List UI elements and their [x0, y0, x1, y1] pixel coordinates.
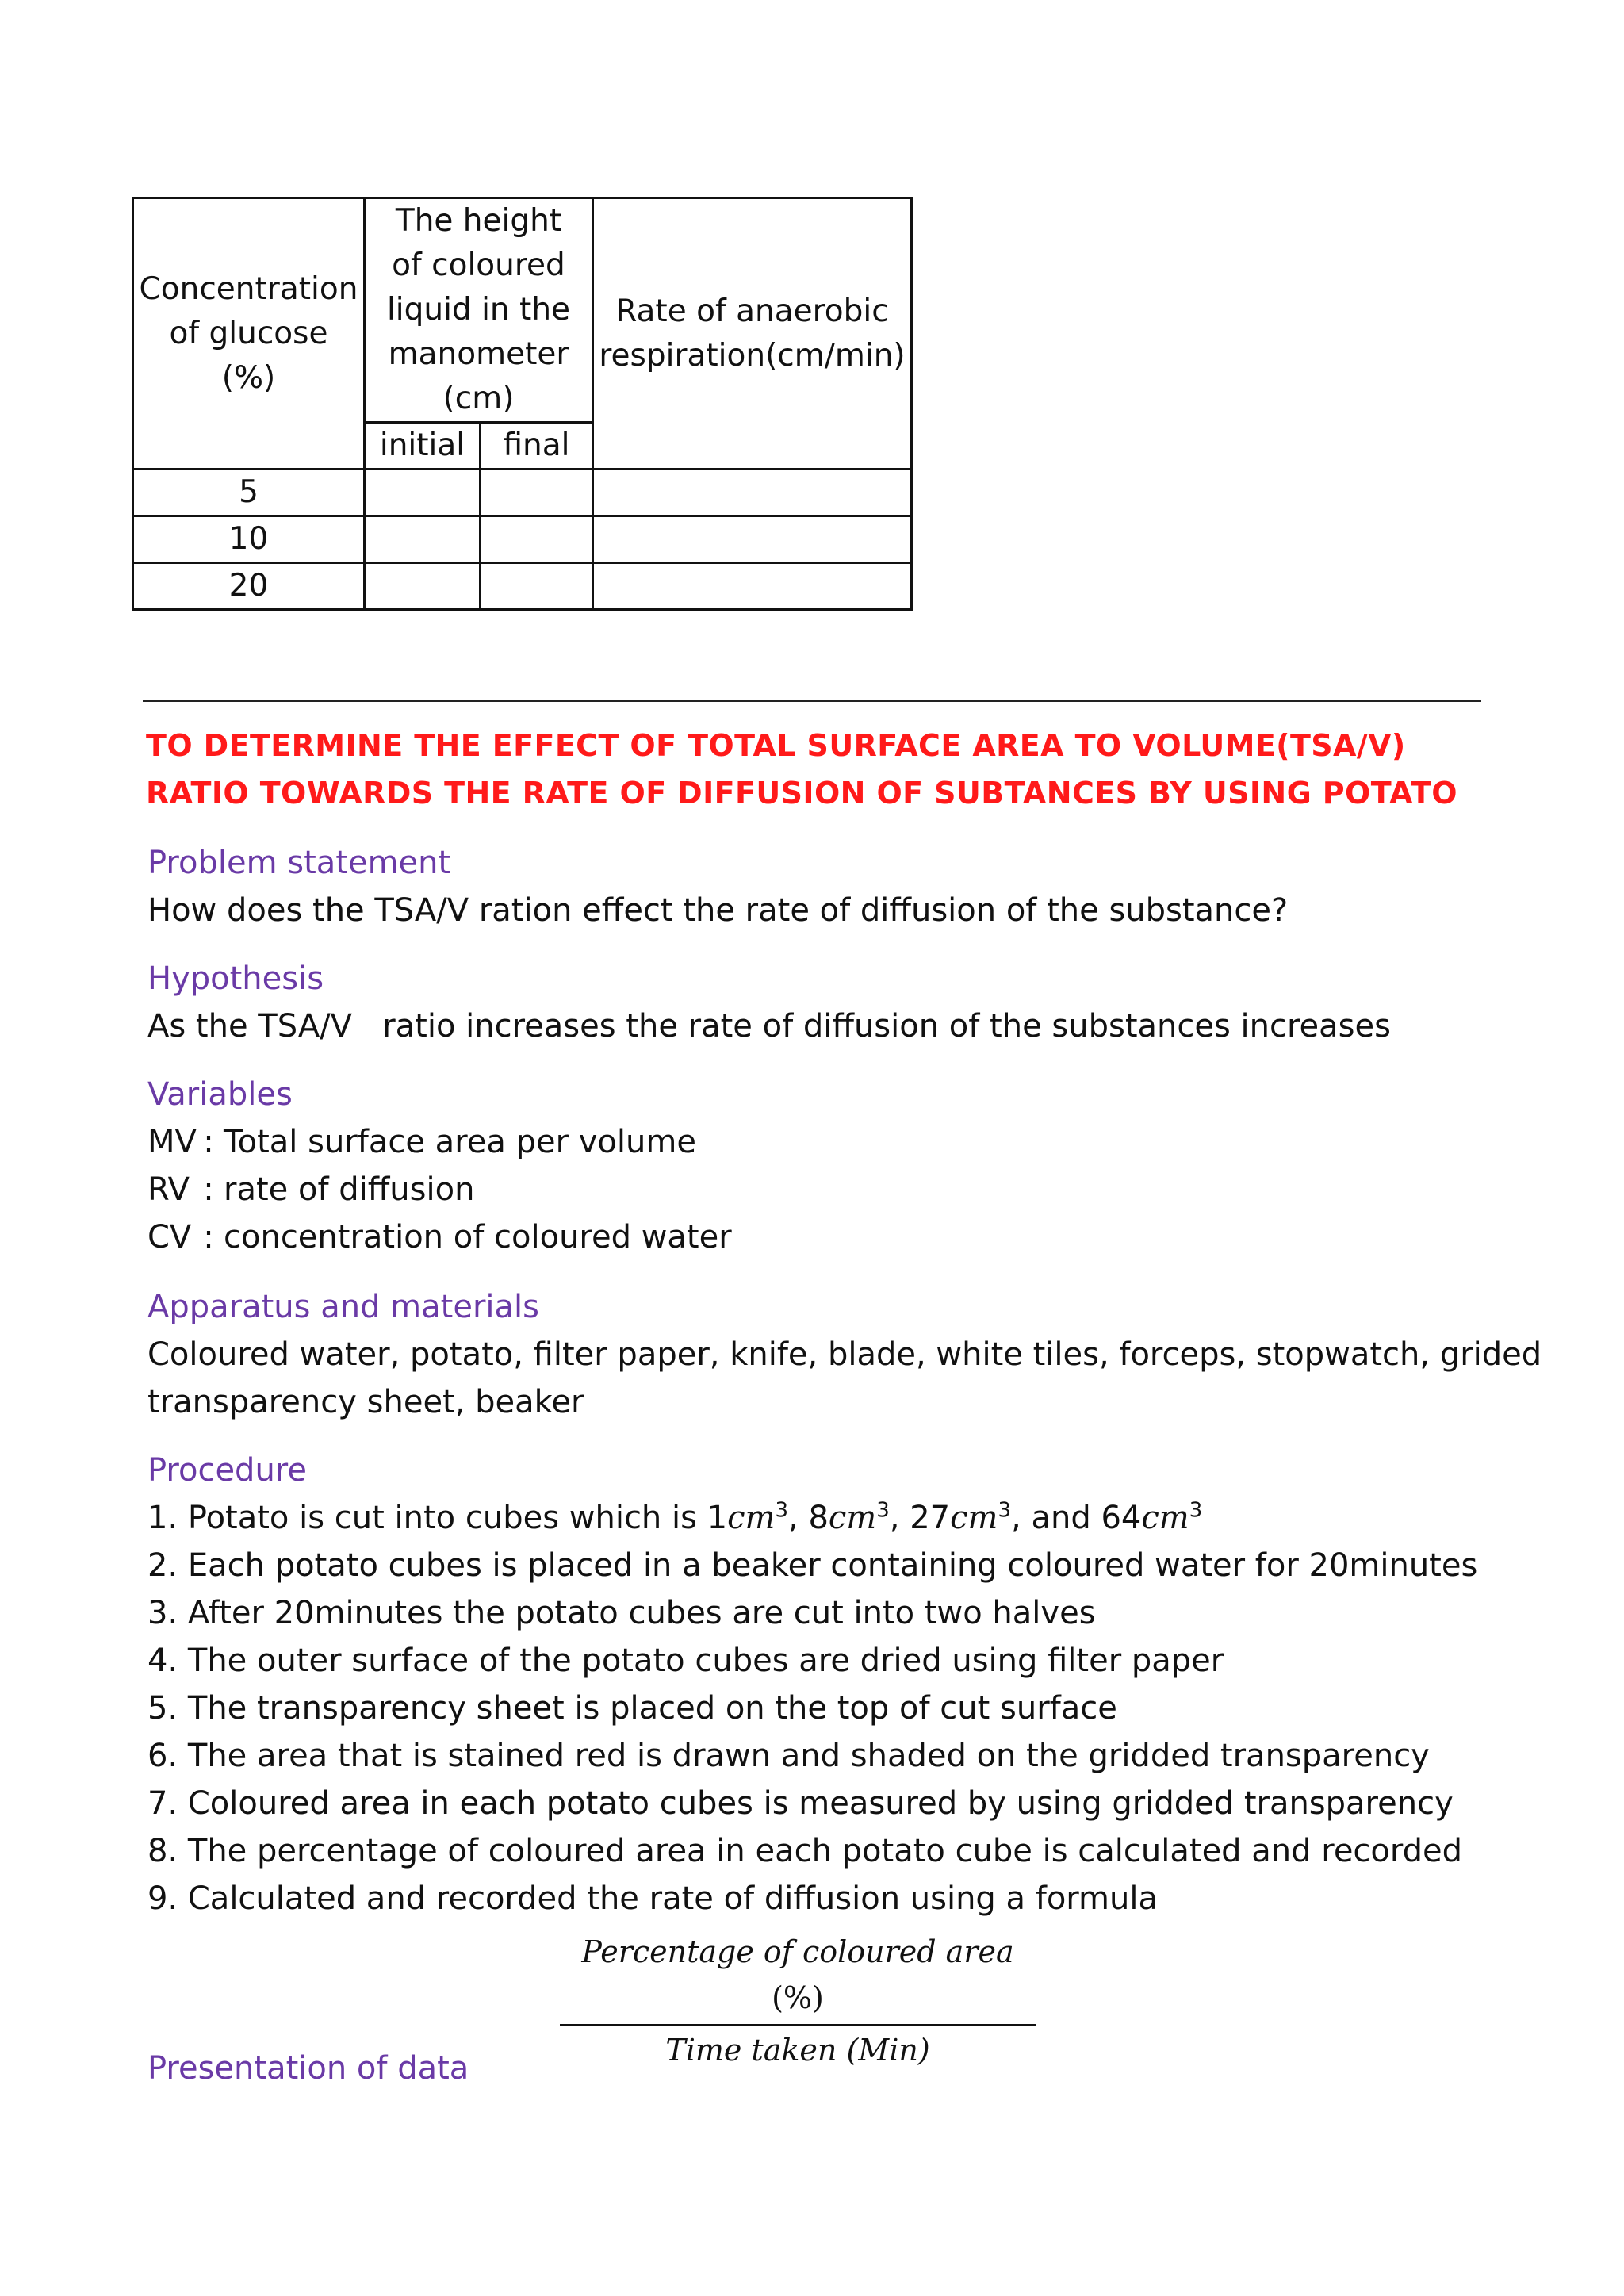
table-header-row — [133, 198, 912, 423]
denominator-unit: (Min) — [846, 2033, 930, 2068]
procedure-step: 5. The transparency sheet is placed on the top of cut surface — [147, 1690, 1117, 1727]
section-title-line-1: TO DETERMINE THE EFFECT OF TOTAL SURFACE AREA TO VOLUME(TSA/V) — [146, 728, 1406, 763]
volume-unit: cm — [727, 1500, 776, 1536]
problem-statement-heading: Problem statement — [147, 845, 451, 881]
cell-final — [481, 563, 593, 610]
table-row — [133, 470, 912, 516]
formula-denominator — [560, 2026, 1036, 2072]
header-concentration: Concentration of glucose (%) — [133, 198, 365, 470]
separator: , and — [1011, 1500, 1101, 1536]
hypothesis-text: As the TSA/V ratio increases the rate of diffusion of the substances increases — [147, 1008, 1391, 1045]
section-divider — [143, 700, 1481, 702]
problem-statement-text: How does the TSA/V ration effect the rate of diffusion of the substance? — [147, 892, 1289, 929]
cell-initial — [365, 516, 481, 563]
variables-heading: Variables — [147, 1076, 293, 1113]
variable-manipulated — [147, 1118, 696, 1166]
rate-formula — [560, 1929, 1036, 2072]
variable-code: MV — [147, 1124, 197, 1160]
apparatus-heading: Apparatus and materials — [147, 1289, 539, 1325]
table-row — [133, 516, 912, 563]
table-row — [133, 563, 912, 610]
volume-exponent: 3 — [876, 1498, 890, 1523]
numerator-unit: (%) — [772, 1980, 824, 2015]
variable-text: rate of diffusion — [224, 1171, 475, 1208]
variable-constant — [147, 1213, 732, 1261]
section-title — [146, 722, 1494, 817]
variable-responding — [147, 1166, 474, 1213]
volume-value: 27 — [910, 1500, 951, 1536]
apparatus-text-line-1: Coloured water, potato, filter paper, knife, blade, white tiles, forceps, stopwatch, grided — [147, 1336, 1542, 1373]
procedure-step: 2. Each potato cubes is placed in a beaker containing coloured water for 20minutes — [147, 1547, 1478, 1584]
denominator-text: Time taken — [665, 2033, 837, 2068]
volume-unit: cm — [1141, 1500, 1189, 1536]
procedure-step: 4. The outer surface of the potato cubes are dried using filter paper — [147, 1642, 1224, 1679]
header-final: final — [481, 423, 593, 470]
apparatus-text-line-2: transparency sheet, beaker — [147, 1384, 584, 1420]
procedure-step: 7. Coloured area in each potato cubes is measured by using gridded transparency — [147, 1785, 1454, 1822]
volume-value: 1 — [707, 1500, 728, 1536]
cell-rate — [593, 470, 912, 516]
variable-code: CV — [147, 1219, 192, 1255]
cell-initial — [365, 470, 481, 516]
formula-numerator — [560, 1929, 1036, 2026]
cell-final — [481, 470, 593, 516]
hypothesis-heading: Hypothesis — [147, 960, 324, 997]
variable-colon: : — [203, 1124, 214, 1160]
procedure-step: 8. The percentage of coloured area in each potato cube is calculated and recorded — [147, 1833, 1463, 1869]
cell-rate — [593, 563, 912, 610]
header-rate: Rate of anaerobic respiration(cm/min) — [593, 198, 912, 470]
volume-exponent: 3 — [1189, 1498, 1203, 1523]
separator: , — [889, 1500, 910, 1536]
volume-unit: cm — [828, 1500, 877, 1536]
variable-code: RV — [147, 1171, 190, 1208]
glucose-results-table — [132, 197, 913, 611]
procedure-heading: Procedure — [147, 1452, 307, 1489]
section-title-line-2: RATIO TOWARDS THE RATE OF DIFFUSION OF SUBTANCES BY USING POTATO — [146, 776, 1458, 811]
numerator-text: Percentage of coloured area — [581, 1934, 1014, 1969]
variable-text: concentration of coloured water — [224, 1219, 732, 1255]
header-initial: initial — [365, 423, 481, 470]
variable-colon: : — [203, 1171, 214, 1208]
volume-value: 64 — [1101, 1500, 1142, 1536]
volume-unit: cm — [950, 1500, 998, 1536]
presentation-heading: Presentation of data — [147, 2050, 469, 2087]
volume-exponent: 3 — [775, 1498, 789, 1523]
cell-initial — [365, 563, 481, 610]
cell-concentration: 20 — [133, 563, 365, 610]
variable-colon: : — [203, 1219, 214, 1255]
cell-concentration: 5 — [133, 470, 365, 516]
variable-text: Total surface area per volume — [224, 1124, 696, 1160]
procedure-step — [147, 1494, 1202, 1542]
volume-exponent: 3 — [998, 1498, 1012, 1523]
cell-concentration: 10 — [133, 516, 365, 563]
step-text: 1. Potato is cut into cubes which is — [147, 1500, 707, 1536]
separator: , — [788, 1500, 809, 1536]
procedure-step: 3. After 20minutes the potato cubes are cut into two halves — [147, 1595, 1096, 1631]
cell-final — [481, 516, 593, 563]
procedure-step: 6. The area that is stained red is drawn and shaded on the gridded transparency — [147, 1738, 1430, 1774]
volume-value: 8 — [808, 1500, 829, 1536]
header-height: The height of coloured liquid in the manometer (cm) — [365, 198, 593, 423]
procedure-step: 9. Calculated and recorded the rate of diffusion using a formula — [147, 1880, 1158, 1917]
cell-rate — [593, 516, 912, 563]
